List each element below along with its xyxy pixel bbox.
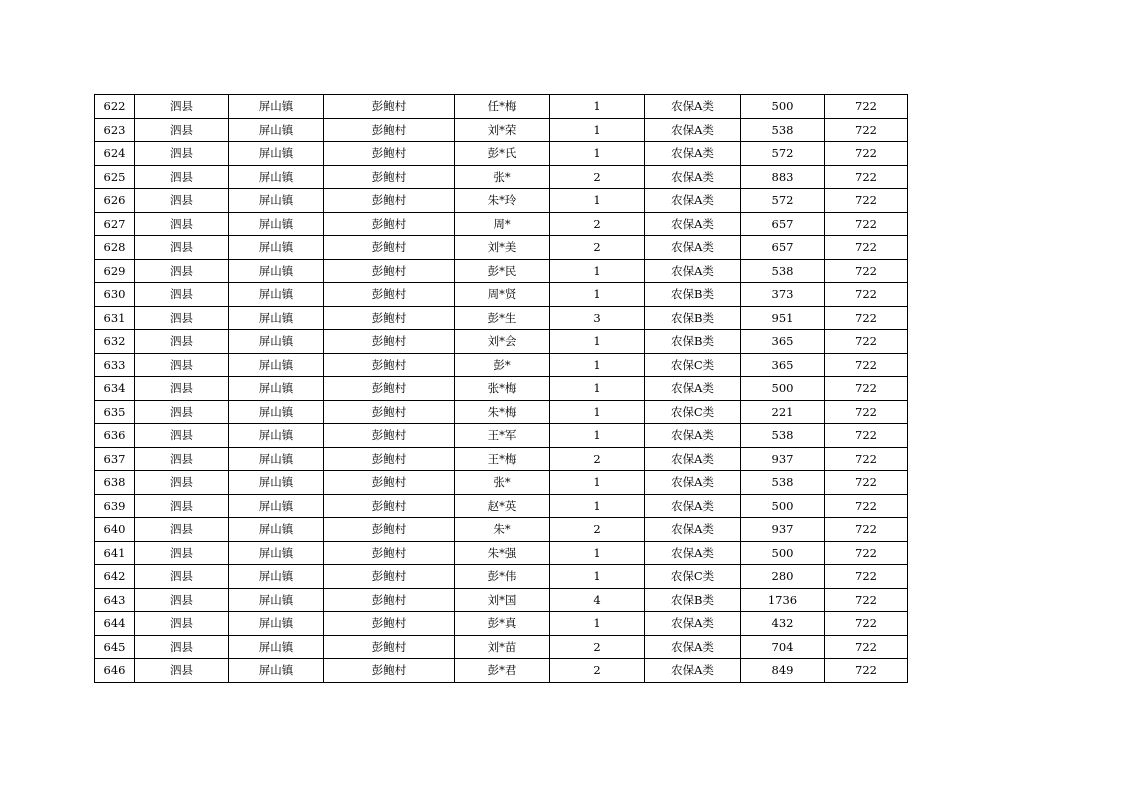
county-cell: 泗县	[135, 377, 229, 401]
amount-cell: 572	[741, 189, 825, 213]
household-size-cell: 1	[550, 565, 645, 589]
category-cell: 农保C类	[645, 400, 741, 424]
standard-cell: 722	[825, 118, 908, 142]
town-cell: 屏山镇	[229, 612, 324, 636]
row-number-cell: 625	[95, 165, 135, 189]
category-cell: 农保A类	[645, 659, 741, 683]
village-cell: 彭鲍村	[324, 283, 455, 307]
town-cell: 屏山镇	[229, 565, 324, 589]
amount-cell: 538	[741, 259, 825, 283]
category-cell: 农保B类	[645, 306, 741, 330]
county-cell: 泗县	[135, 306, 229, 330]
category-cell: 农保B类	[645, 283, 741, 307]
row-number-cell: 630	[95, 283, 135, 307]
household-size-cell: 1	[550, 118, 645, 142]
row-number-cell: 627	[95, 212, 135, 236]
row-number-cell: 644	[95, 612, 135, 636]
standard-cell: 722	[825, 400, 908, 424]
name-cell: 张*	[455, 471, 550, 495]
town-cell: 屏山镇	[229, 588, 324, 612]
name-cell: 王*梅	[455, 447, 550, 471]
row-number-cell: 636	[95, 424, 135, 448]
county-cell: 泗县	[135, 471, 229, 495]
village-cell: 彭鲍村	[324, 424, 455, 448]
county-cell: 泗县	[135, 424, 229, 448]
village-cell: 彭鲍村	[324, 565, 455, 589]
name-cell: 刘*会	[455, 330, 550, 354]
town-cell: 屏山镇	[229, 424, 324, 448]
household-size-cell: 2	[550, 447, 645, 471]
village-cell: 彭鲍村	[324, 353, 455, 377]
table-row	[95, 95, 908, 119]
village-cell: 彭鲍村	[324, 259, 455, 283]
village-cell: 彭鲍村	[324, 541, 455, 565]
amount-cell: 937	[741, 518, 825, 542]
standard-cell: 722	[825, 283, 908, 307]
village-cell: 彭鲍村	[324, 447, 455, 471]
amount-cell: 500	[741, 377, 825, 401]
category-cell: 农保A类	[645, 165, 741, 189]
name-cell: 彭*真	[455, 612, 550, 636]
table-row	[95, 424, 908, 448]
table-row	[95, 165, 908, 189]
table-row	[95, 236, 908, 260]
table-row	[95, 330, 908, 354]
standard-cell: 722	[825, 189, 908, 213]
standard-cell: 722	[825, 588, 908, 612]
row-number-cell: 626	[95, 189, 135, 213]
row-number-cell: 631	[95, 306, 135, 330]
standard-cell: 722	[825, 330, 908, 354]
county-cell: 泗县	[135, 588, 229, 612]
household-size-cell: 1	[550, 612, 645, 636]
standard-cell: 722	[825, 612, 908, 636]
amount-cell: 365	[741, 330, 825, 354]
town-cell: 屏山镇	[229, 447, 324, 471]
table-row	[95, 471, 908, 495]
town-cell: 屏山镇	[229, 659, 324, 683]
village-cell: 彭鲍村	[324, 95, 455, 119]
row-number-cell: 634	[95, 377, 135, 401]
household-size-cell: 1	[550, 400, 645, 424]
town-cell: 屏山镇	[229, 165, 324, 189]
table-row	[95, 541, 908, 565]
household-size-cell: 2	[550, 212, 645, 236]
name-cell: 刘*荣	[455, 118, 550, 142]
row-number-cell: 643	[95, 588, 135, 612]
table-row	[95, 259, 908, 283]
household-size-cell: 1	[550, 353, 645, 377]
row-number-cell: 623	[95, 118, 135, 142]
standard-cell: 722	[825, 494, 908, 518]
town-cell: 屏山镇	[229, 212, 324, 236]
village-cell: 彭鲍村	[324, 471, 455, 495]
category-cell: 农保C类	[645, 353, 741, 377]
village-cell: 彭鲍村	[324, 330, 455, 354]
county-cell: 泗县	[135, 635, 229, 659]
household-size-cell: 2	[550, 635, 645, 659]
standard-cell: 722	[825, 565, 908, 589]
amount-cell: 657	[741, 236, 825, 260]
table-row	[95, 118, 908, 142]
town-cell: 屏山镇	[229, 330, 324, 354]
amount-cell: 1736	[741, 588, 825, 612]
county-cell: 泗县	[135, 612, 229, 636]
standard-cell: 722	[825, 165, 908, 189]
category-cell: 农保A类	[645, 424, 741, 448]
row-number-cell: 624	[95, 142, 135, 166]
amount-cell: 849	[741, 659, 825, 683]
row-number-cell: 622	[95, 95, 135, 119]
amount-cell: 538	[741, 424, 825, 448]
town-cell: 屏山镇	[229, 306, 324, 330]
category-cell: 农保C类	[645, 565, 741, 589]
row-number-cell: 632	[95, 330, 135, 354]
category-cell: 农保A类	[645, 612, 741, 636]
town-cell: 屏山镇	[229, 118, 324, 142]
name-cell: 朱*玲	[455, 189, 550, 213]
county-cell: 泗县	[135, 118, 229, 142]
standard-cell: 722	[825, 518, 908, 542]
town-cell: 屏山镇	[229, 353, 324, 377]
table-row	[95, 377, 908, 401]
village-cell: 彭鲍村	[324, 400, 455, 424]
name-cell: 彭*民	[455, 259, 550, 283]
household-size-cell: 1	[550, 424, 645, 448]
standard-cell: 722	[825, 447, 908, 471]
row-number-cell: 638	[95, 471, 135, 495]
category-cell: 农保B类	[645, 588, 741, 612]
row-number-cell: 635	[95, 400, 135, 424]
table-row	[95, 283, 908, 307]
standard-cell: 722	[825, 635, 908, 659]
standard-cell: 722	[825, 95, 908, 119]
county-cell: 泗县	[135, 189, 229, 213]
name-cell: 周*	[455, 212, 550, 236]
name-cell: 任*梅	[455, 95, 550, 119]
county-cell: 泗县	[135, 142, 229, 166]
category-cell: 农保A类	[645, 95, 741, 119]
data-table	[94, 94, 908, 683]
town-cell: 屏山镇	[229, 400, 324, 424]
name-cell: 刘*苗	[455, 635, 550, 659]
county-cell: 泗县	[135, 400, 229, 424]
row-number-cell: 646	[95, 659, 135, 683]
standard-cell: 722	[825, 212, 908, 236]
village-cell: 彭鲍村	[324, 518, 455, 542]
row-number-cell: 633	[95, 353, 135, 377]
name-cell: 张*	[455, 165, 550, 189]
county-cell: 泗县	[135, 95, 229, 119]
name-cell: 朱*	[455, 518, 550, 542]
town-cell: 屏山镇	[229, 494, 324, 518]
household-size-cell: 2	[550, 659, 645, 683]
amount-cell: 883	[741, 165, 825, 189]
table-row	[95, 635, 908, 659]
household-size-cell: 1	[550, 259, 645, 283]
county-cell: 泗县	[135, 494, 229, 518]
household-size-cell: 3	[550, 306, 645, 330]
standard-cell: 722	[825, 142, 908, 166]
standard-cell: 722	[825, 306, 908, 330]
town-cell: 屏山镇	[229, 518, 324, 542]
household-size-cell: 1	[550, 330, 645, 354]
name-cell: 彭*伟	[455, 565, 550, 589]
household-size-cell: 1	[550, 142, 645, 166]
village-cell: 彭鲍村	[324, 212, 455, 236]
county-cell: 泗县	[135, 353, 229, 377]
category-cell: 农保A类	[645, 447, 741, 471]
household-size-cell: 1	[550, 283, 645, 307]
amount-cell: 280	[741, 565, 825, 589]
table-row	[95, 189, 908, 213]
table-row	[95, 142, 908, 166]
row-number-cell: 640	[95, 518, 135, 542]
category-cell: 农保A类	[645, 494, 741, 518]
amount-cell: 500	[741, 494, 825, 518]
name-cell: 朱*强	[455, 541, 550, 565]
row-number-cell: 645	[95, 635, 135, 659]
name-cell: 彭*氏	[455, 142, 550, 166]
standard-cell: 722	[825, 259, 908, 283]
town-cell: 屏山镇	[229, 635, 324, 659]
town-cell: 屏山镇	[229, 377, 324, 401]
standard-cell: 722	[825, 471, 908, 495]
name-cell: 王*军	[455, 424, 550, 448]
row-number-cell: 641	[95, 541, 135, 565]
table-row	[95, 518, 908, 542]
category-cell: 农保A类	[645, 471, 741, 495]
category-cell: 农保A类	[645, 236, 741, 260]
category-cell: 农保A类	[645, 377, 741, 401]
table-row	[95, 353, 908, 377]
amount-cell: 538	[741, 471, 825, 495]
category-cell: 农保A类	[645, 635, 741, 659]
county-cell: 泗县	[135, 236, 229, 260]
table-row	[95, 212, 908, 236]
household-size-cell: 1	[550, 189, 645, 213]
category-cell: 农保A类	[645, 518, 741, 542]
county-cell: 泗县	[135, 259, 229, 283]
village-cell: 彭鲍村	[324, 306, 455, 330]
town-cell: 屏山镇	[229, 259, 324, 283]
table-row	[95, 659, 908, 683]
household-size-cell: 2	[550, 236, 645, 260]
table-row	[95, 494, 908, 518]
village-cell: 彭鲍村	[324, 494, 455, 518]
amount-cell: 500	[741, 541, 825, 565]
county-cell: 泗县	[135, 447, 229, 471]
town-cell: 屏山镇	[229, 541, 324, 565]
county-cell: 泗县	[135, 518, 229, 542]
amount-cell: 373	[741, 283, 825, 307]
household-size-cell: 1	[550, 471, 645, 495]
village-cell: 彭鲍村	[324, 142, 455, 166]
table-row	[95, 565, 908, 589]
town-cell: 屏山镇	[229, 189, 324, 213]
county-cell: 泗县	[135, 165, 229, 189]
standard-cell: 722	[825, 659, 908, 683]
table-row	[95, 447, 908, 471]
name-cell: 赵*英	[455, 494, 550, 518]
amount-cell: 432	[741, 612, 825, 636]
row-number-cell: 628	[95, 236, 135, 260]
amount-cell: 704	[741, 635, 825, 659]
name-cell: 刘*美	[455, 236, 550, 260]
village-cell: 彭鲍村	[324, 588, 455, 612]
county-cell: 泗县	[135, 659, 229, 683]
name-cell: 周*贤	[455, 283, 550, 307]
category-cell: 农保A类	[645, 189, 741, 213]
village-cell: 彭鲍村	[324, 118, 455, 142]
town-cell: 屏山镇	[229, 95, 324, 119]
amount-cell: 500	[741, 95, 825, 119]
household-size-cell: 1	[550, 377, 645, 401]
village-cell: 彭鲍村	[324, 612, 455, 636]
household-size-cell: 4	[550, 588, 645, 612]
row-number-cell: 629	[95, 259, 135, 283]
table-body	[95, 95, 908, 683]
amount-cell: 572	[741, 142, 825, 166]
county-cell: 泗县	[135, 541, 229, 565]
village-cell: 彭鲍村	[324, 635, 455, 659]
village-cell: 彭鲍村	[324, 189, 455, 213]
standard-cell: 722	[825, 424, 908, 448]
standard-cell: 722	[825, 377, 908, 401]
amount-cell: 538	[741, 118, 825, 142]
standard-cell: 722	[825, 236, 908, 260]
town-cell: 屏山镇	[229, 283, 324, 307]
row-number-cell: 642	[95, 565, 135, 589]
county-cell: 泗县	[135, 212, 229, 236]
town-cell: 屏山镇	[229, 236, 324, 260]
table-row	[95, 400, 908, 424]
table-row	[95, 306, 908, 330]
village-cell: 彭鲍村	[324, 165, 455, 189]
county-cell: 泗县	[135, 330, 229, 354]
town-cell: 屏山镇	[229, 142, 324, 166]
name-cell: 刘*国	[455, 588, 550, 612]
category-cell: 农保A类	[645, 118, 741, 142]
household-size-cell: 2	[550, 165, 645, 189]
household-size-cell: 1	[550, 541, 645, 565]
village-cell: 彭鲍村	[324, 377, 455, 401]
village-cell: 彭鲍村	[324, 236, 455, 260]
row-number-cell: 637	[95, 447, 135, 471]
row-number-cell: 639	[95, 494, 135, 518]
county-cell: 泗县	[135, 283, 229, 307]
table-row	[95, 588, 908, 612]
household-size-cell: 1	[550, 95, 645, 119]
amount-cell: 221	[741, 400, 825, 424]
name-cell: 彭*生	[455, 306, 550, 330]
category-cell: 农保A类	[645, 212, 741, 236]
category-cell: 农保B类	[645, 330, 741, 354]
standard-cell: 722	[825, 541, 908, 565]
table-row	[95, 612, 908, 636]
category-cell: 农保A类	[645, 142, 741, 166]
name-cell: 朱*梅	[455, 400, 550, 424]
amount-cell: 657	[741, 212, 825, 236]
town-cell: 屏山镇	[229, 471, 324, 495]
name-cell: 彭*君	[455, 659, 550, 683]
amount-cell: 951	[741, 306, 825, 330]
name-cell: 张*梅	[455, 377, 550, 401]
standard-cell: 722	[825, 353, 908, 377]
amount-cell: 365	[741, 353, 825, 377]
category-cell: 农保A类	[645, 541, 741, 565]
household-size-cell: 1	[550, 494, 645, 518]
amount-cell: 937	[741, 447, 825, 471]
county-cell: 泗县	[135, 565, 229, 589]
name-cell: 彭*	[455, 353, 550, 377]
household-size-cell: 2	[550, 518, 645, 542]
category-cell: 农保A类	[645, 259, 741, 283]
village-cell: 彭鲍村	[324, 659, 455, 683]
